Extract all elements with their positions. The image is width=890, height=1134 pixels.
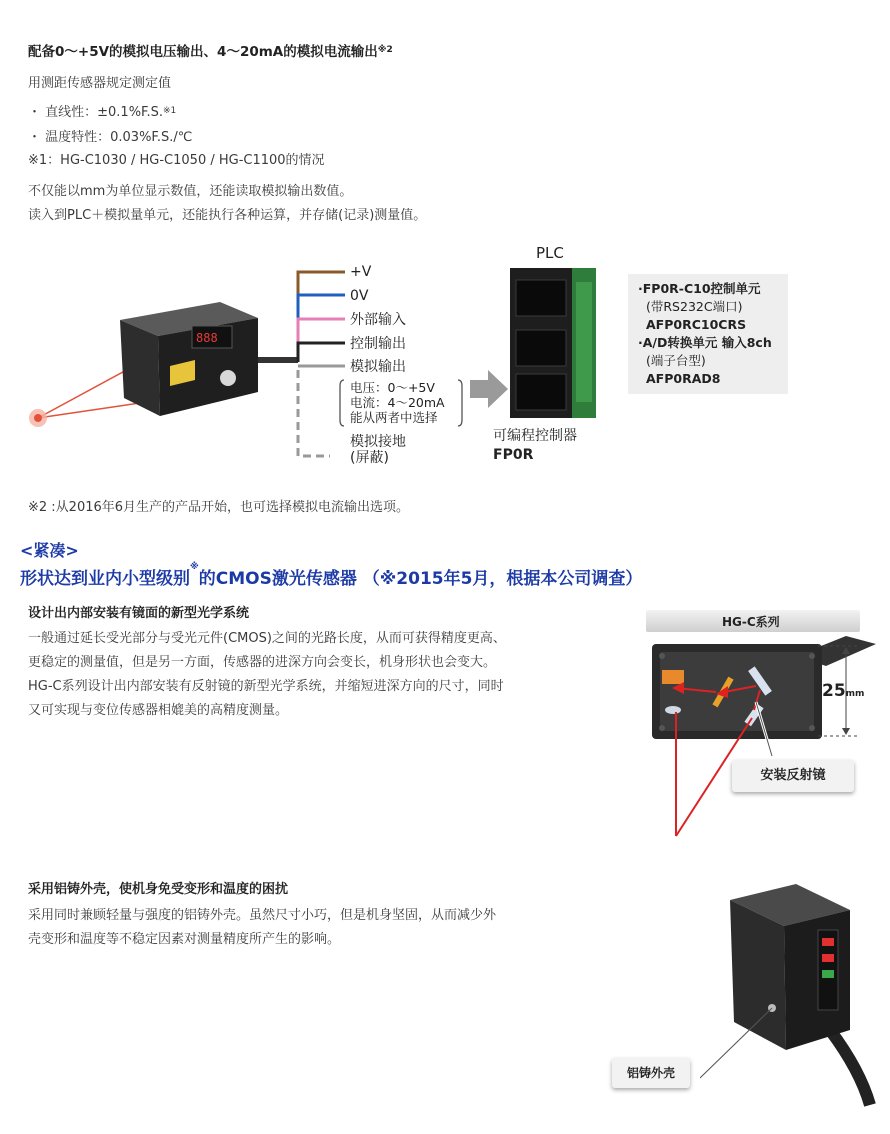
analog-note <box>350 380 445 425</box>
shield-text: (屏蔽) <box>350 450 389 466</box>
compact-tag: <紧凑> <box>20 541 79 560</box>
lens <box>665 706 681 714</box>
plc-unit-info-box <box>628 274 788 394</box>
footnote-2: ※2 :从2016年6月生产的产品开始，也可选择模拟电流输出选项。 <box>28 500 410 515</box>
mirror-line-2: 更稳定的测量值，但是另一方面，传感器的进深方向会变长，机身形状也会变大。 <box>28 655 497 670</box>
aluminum-housing-illustration <box>700 880 880 1110</box>
ce-mark <box>220 370 236 386</box>
analog-voltage-note: 电压：0～+5V <box>350 380 435 395</box>
cmos-element <box>662 670 684 684</box>
housing-subtitle: 采用铝铸外壳，使机身免受变形和温度的困扰 <box>28 882 289 897</box>
analog-ground-text: 模拟接地 <box>350 434 406 450</box>
plc-model: FP0R <box>493 447 534 463</box>
wire-label-analog-output: 模拟输出 <box>350 359 406 375</box>
mirror-line-4: 又可实现与变位传感器相媲美的高精度测量。 <box>28 703 289 718</box>
housing-line-1: 采用同时兼顾轻量与强度的铝铸外壳。虽然尺寸小巧，但是机身坚固，从而减少外 <box>28 908 497 923</box>
analog-select-note: 能从两者中选择 <box>350 410 438 425</box>
linearity-footnote-mark: ※1 <box>162 106 177 116</box>
housing-cable <box>830 1030 870 1105</box>
paragraph-2: 读入到PLC＋模拟量单元，还能执行各种运算，并存储(记录)测量值。 <box>28 208 427 223</box>
info-rs232c-port: (带RS232C端口) <box>646 299 743 314</box>
plc-illustration <box>506 262 606 422</box>
info-ad-model: AFP0RAD8 <box>646 371 721 386</box>
wire-label-external-input: 外部输入 <box>350 312 406 328</box>
paragraph-1: 不仅能以mm为单位显示数值，还能读取模拟输出数值。 <box>28 184 353 199</box>
housing-description <box>28 904 496 952</box>
headline-part-a: 形状达到业内小型级别 <box>20 569 190 589</box>
analog-current-note: 电流：4～20mA <box>350 395 445 410</box>
arrow-right-icon <box>470 368 510 410</box>
mirror-callout: 安装反射镜 <box>732 760 854 792</box>
housing-line-2: 壳变形和温度等不稳定因素对测量精度所产生的影响。 <box>28 932 341 947</box>
housing-side <box>784 910 850 1050</box>
footnote-1: ※1：HG-C1030 / HG-C1050 / HG-C1100的情况 <box>28 153 325 168</box>
section1-title-text: 配备0～+5V的模拟电压输出、4～20mA的模拟电流输出 <box>28 44 378 60</box>
sensor-front-face <box>120 320 160 416</box>
intro-text: 用测距传感器规定测定值 <box>28 76 172 91</box>
wire-label-control-output: 控制输出 <box>350 336 406 352</box>
dimension-unit: mm <box>845 689 865 699</box>
analog-ground-label <box>350 434 406 466</box>
bullet-linearity <box>28 103 176 123</box>
figure-title: HG-C系列 <box>722 615 780 629</box>
mirror-line-3: HG-C系列设计出内部安装有反射镜的新型光学系统，并缩短进深方向的尺寸，同时 <box>28 679 504 694</box>
sensor-illustration <box>20 240 500 480</box>
headline-part-b: 的CMOS激光传感器 （※2015年5月，根据本公司调查） <box>198 569 643 589</box>
optical-system-illustration <box>646 636 876 846</box>
mirror-description <box>28 627 506 723</box>
wire-label-plus-v: +V <box>350 264 372 280</box>
section1-title <box>28 42 393 62</box>
bullet-linearity-text: ・ 直线性：±0.1%F.S. <box>28 105 163 120</box>
wire-label-0v: 0V <box>350 288 369 304</box>
plc-label: PLC <box>536 244 564 262</box>
headline-footnote-mark: ※ <box>190 562 199 572</box>
bullet-temperature: ・ 温度特性：0.03%F.S./℃ <box>28 130 193 145</box>
info-terminal-type: (端子台型) <box>646 353 706 368</box>
info-ad-unit: ·A/D转换单元 输入8ch <box>638 335 772 350</box>
plc-caption: 可编程控制器 <box>493 428 577 444</box>
dimension-label <box>822 681 864 701</box>
info-control-unit: ·FP0R-C10控制单元 <box>638 281 761 296</box>
info-control-model: AFP0RC10CRS <box>646 317 747 332</box>
mirror-line-1: 一般通过延长受光部分与受光元件(CMOS)之间的光路长度，从而可获得精度更高、 <box>28 631 506 646</box>
title-footnote-mark: ※2 <box>377 45 393 55</box>
mirror-subtitle: 设计出内部安装有镜面的新型光学系统 <box>28 606 250 621</box>
laser-spot-core <box>34 414 42 422</box>
sensor-display-digits: 888 <box>196 331 218 345</box>
housing-callout: 铝铸外壳 <box>612 1058 690 1088</box>
section2-headline <box>20 564 642 589</box>
dimension-value: 25 <box>822 681 846 701</box>
